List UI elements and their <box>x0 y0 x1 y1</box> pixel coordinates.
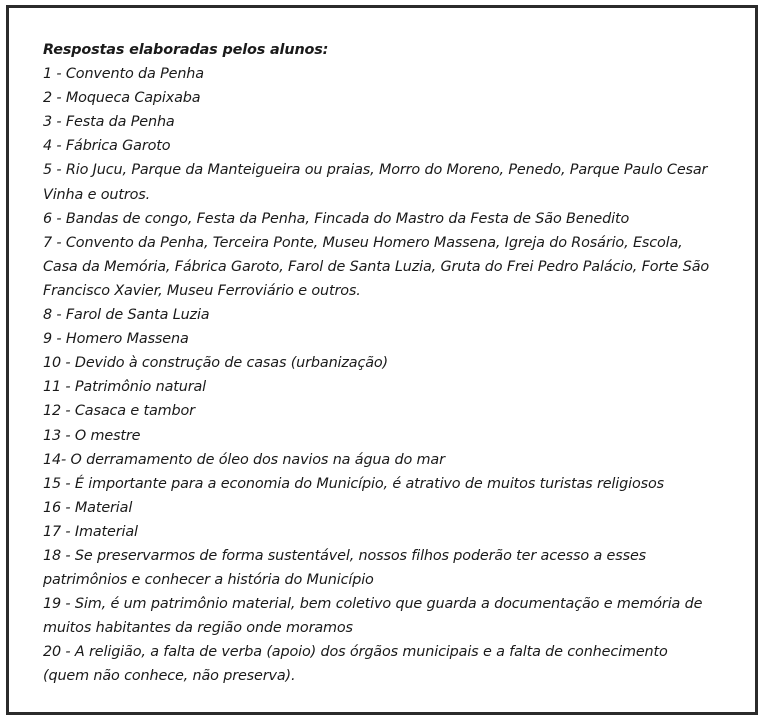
answer-line: muitos habitantes da região onde moramos <box>43 620 353 637</box>
answer-line: 2 - Moqueca Capixaba <box>43 90 201 107</box>
answer-line: 14- O derramamento de óleo dos navios na água do mar <box>43 451 445 468</box>
answer-line: 6 - Bandas de congo, Festa da Penha, Fincada do Mastro da Festa de São Benedito <box>43 210 630 227</box>
answer-line: 5 - Rio Jucu, Parque da Manteigueira ou praias, Morro do Moreno, Penedo, Parque Paulo Cesar <box>43 162 708 179</box>
answer-line: 17 - Imaterial <box>43 523 138 540</box>
answer-line: Francisco Xavier, Museu Ferroviário e outros. <box>43 282 361 299</box>
answer-line: 19 - Sim, é um patrimônio material, bem coletivo que guarda a documentação e memória de <box>43 596 703 613</box>
answer-line: 9 - Homero Massena <box>43 331 189 348</box>
answer-line: 13 - O mestre <box>43 427 141 444</box>
answer-line: 8 - Farol de Santa Luzia <box>43 307 210 324</box>
answer-line: 10 - Devido à construção de casas (urbanização) <box>43 355 389 372</box>
answer-box <box>6 5 758 715</box>
answer-line: patrimônios e conhecer a história do Município <box>43 572 374 589</box>
answer-line: 16 - Material <box>43 499 133 516</box>
answer-line: Vinha e outros. <box>43 186 151 203</box>
answer-line: Casa da Memória, Fábrica Garoto, Farol de Santa Luzia, Gruta do Frei Pedro Palácio, Forte São <box>43 258 710 275</box>
answer-line: (quem não conhece, não preserva). <box>43 668 296 685</box>
answer-line: 12 - Casaca e tambor <box>43 403 195 420</box>
answer-line: 18 - Se preservarmos de forma sustentável, nossos filhos poderão ter acesso a esses <box>43 547 646 564</box>
answer-line: 1 - Convento da Penha <box>43 66 204 83</box>
answer-list <box>43 38 729 689</box>
answer-line: 7 - Convento da Penha, Terceira Ponte, Museu Homero Massena, Igreja do Rosário, Escola, <box>43 234 683 251</box>
heading: Respostas elaboradas pelos alunos: <box>43 42 329 58</box>
answer-line: 3 - Festa da Penha <box>43 114 175 131</box>
answer-line: 11 - Patrimônio natural <box>43 379 207 396</box>
answer-line: 15 - É importante para a economia do Município, é atrativo de muitos turistas religiosos <box>43 475 664 492</box>
answer-line: 20 - A religião, a falta de verba (apoio) dos órgãos municipais e a falta de conhecimento <box>43 644 668 661</box>
answer-line: 4 - Fábrica Garoto <box>43 138 171 155</box>
